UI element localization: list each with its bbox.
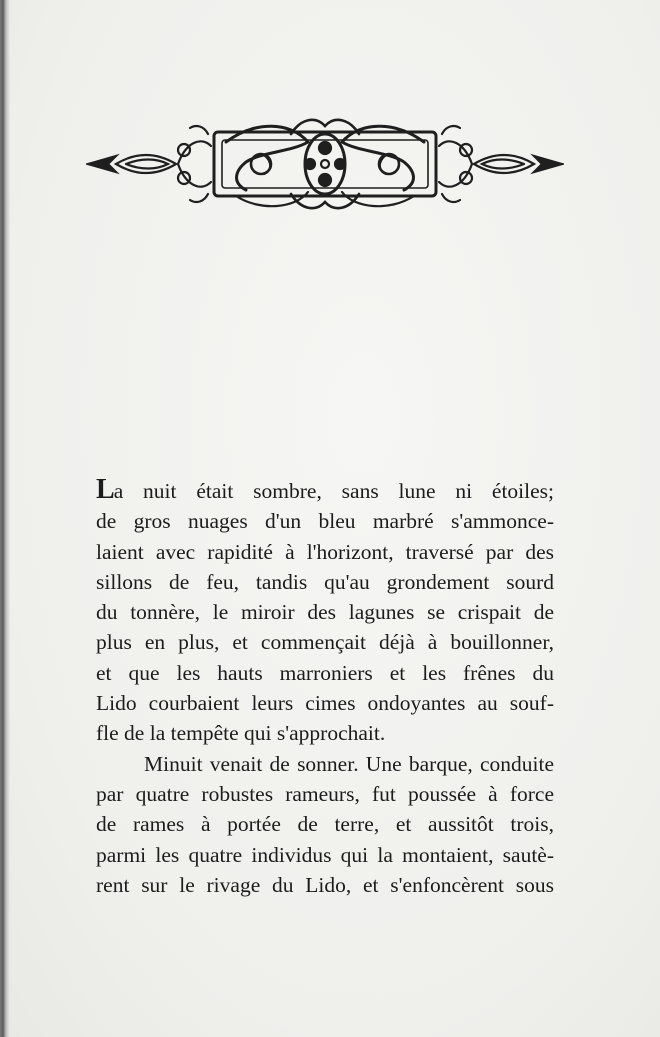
text-line: du tonnère, le miroir des lagunes se crispait de bbox=[96, 600, 554, 625]
text-line: parmi les quatre individus qui la montaient, sautè- bbox=[96, 842, 554, 867]
paragraph-2-continued bbox=[96, 779, 554, 900]
text-line: et que les hauts marroniers et les frênes du bbox=[96, 660, 554, 685]
text-line: Minuit venait de sonner. Une barque, conduite bbox=[144, 751, 554, 776]
page-gutter-shadow bbox=[0, 0, 10, 1037]
text-line: plus en plus, et commençait déjà à bouillonner, bbox=[96, 630, 554, 655]
paragraph-2 bbox=[96, 749, 554, 779]
text-line: La nuit était sombre, sans lune ni étoiles; bbox=[96, 474, 554, 505]
text-line: fle de la tempête qui s'approchait. bbox=[96, 721, 386, 746]
text-line: Lido courbaient leurs cimes ondoyantes au souf- bbox=[96, 691, 554, 716]
decorative-headpiece-ornament-icon bbox=[86, 112, 564, 216]
text-line: laient avec rapidité à l'horizont, traversé par des bbox=[96, 539, 554, 564]
drop-cap: L bbox=[96, 474, 114, 505]
paragraph-1 bbox=[96, 476, 554, 749]
text-line: de gros nuages d'un bleu marbré s'ammonce- bbox=[96, 509, 554, 534]
text-line: sillons de feu, tandis qu'au grondement sourd bbox=[96, 569, 554, 594]
page-body-text bbox=[96, 476, 554, 900]
text-line: par quatre robustes rameurs, fut poussée à force bbox=[96, 781, 554, 806]
text-line: rent sur le rivage du Lido, et s'enfoncèrent sous bbox=[96, 872, 554, 897]
text-line: de rames à portée de terre, et aussitôt trois, bbox=[96, 812, 554, 837]
